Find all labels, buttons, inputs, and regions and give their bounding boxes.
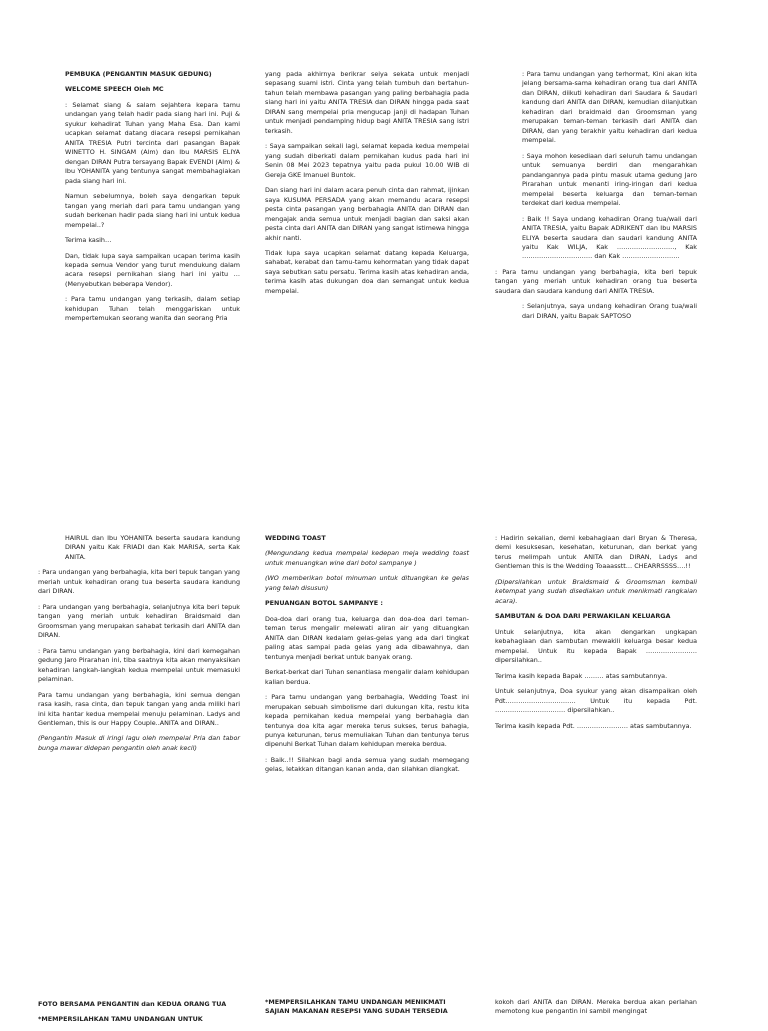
page2-col1	[38, 534, 240, 759]
paragraph: WEDDING TOAST	[265, 534, 326, 542]
page2-col2	[265, 534, 469, 781]
page2-col3	[495, 534, 697, 737]
paragraph: Berkat-berkat dari Tuhan senantiasa mengalir dalam kehidupan kalian berdua.	[265, 668, 469, 686]
paragraph: Terima kasih kepada Pdt. …………………… atas sambutannya.	[495, 721, 692, 730]
paragraph: Terima kasih kepada Bapak ……… atas sambutannya.	[495, 671, 668, 680]
paragraph: Terima kasih…	[65, 236, 112, 245]
page3-col2	[265, 998, 469, 1023]
paragraph: : Selamat siang & salam sejahtera kepara tamu undangan yang telah hadir pada siang hari ini. Puji & syukur kehadirat Tuhan yang Maha Esa. Dan kami ucapkan selamat datang diacara resepsi pernikahan ANITA TRESIA Putri tercinta dari pasangan Bapak WINETTO H. SINGAM (Alm) dan Ibu MARSIS ELIYA dengan DIRAN Putra tersayang Bapak EVENDI (Alm) & Ibu YOHANITA yang tentunya sangat membahagiakan pada siang hari ini.	[65, 100, 240, 185]
paragraph: kokoh dari ANITA dan DIRAN. Mereka berdua akan perlahan memotong kue pengantin ini sambil mengingat	[495, 998, 697, 1016]
paragraph: : Para undangan yang berbahagia, kita beri tepuk tangan yang meriah untuk kehadiran orang tua beserta saudara kandung dari DIRAN.	[38, 568, 240, 596]
paragraph: : Selanjutnya, saya undang kehadiran Orang tua/wali dari DIRAN, yaitu Bapak SAPTOSO	[522, 302, 697, 320]
page3-col1	[38, 1000, 240, 1031]
paragraph: *MEMPERSILAHKAN TAMU UNDANGAN UNTUK	[38, 1015, 203, 1024]
paragraph: Untuk selanjutnya, kita akan dengarkan ungkapan kebahagiaan dan sambutan mewakili keluarga besar kedua mempelai. Untuk itu kepada Bapak …………………… dipersilahkan..	[495, 627, 697, 665]
paragraph: : Para tamu undangan yang terhormat, Kini akan kita jelang bersama-sama kehadiran orang tua dari ANITA dan DIRAN, diikuti kehadiran dari Saudara & Saudari kandung dari ANITA dan DIRAN, kemudian dilanjutkan kehadiran dari braidmaid dan Groomsman yang merupakan teman-teman terkasih dari ANITA dan DIRAN, dan yang terakhir yaitu kehadiran dari kedua mempelai.	[522, 70, 697, 145]
paragraph: : Para undangan yang berbahagia, selanjutnya kita beri tepuk tangan yang meriah untuk kehadiran Braidsmaid dan Groomsman yang merupakan sahabat terkasih dari ANITA dan DIRAN.	[38, 602, 240, 640]
paragraph: : Hadirin sekalian, demi kebahagiaan dari Bryan & Theresa, demi kesuksesan, kesehatan, keturunan, dan berkat yang terus melimpah untuk ANITA dan DIRAN, Ladys and Gentleman this is the Wedding Toaaasstt… CHEARRSSSS….!!	[495, 534, 697, 571]
paragraph: : Saya mohon kesediaan dari seluruh tamu undangan untuk semuanya berdiri dan mengarahkan pandangannya pada pintu masuk utama gedung Jaro Pirarahan untuk menanti iring-iringan dari kedua mempelai beserta keluarga dan teman-teman terdekat dari kedua mempelai.	[522, 151, 697, 208]
page3-col3	[495, 998, 697, 1023]
paragraph: (Dipersilahkan untuk Braidsmaid & Groomsman kembali ketempat yang sudah disediakan untuk menikmati rangkaian acara).	[495, 577, 697, 605]
page1-col3	[495, 70, 697, 327]
paragraph: Dan siang hari ini dalam acara penuh cinta dan rahmat, ijinkan saya KUSUMA PERSADA yang akan memandu acara resepsi pesta cinta pasangan yang berbahagia ANITA dan DIRAN dan mengajak anda semua untuk menjadi bagian dan saksi akan pesta cinta dari ANITA dan DIRAN yang sangat istimewa hingga akhir nanti.	[265, 186, 469, 242]
paragraph: : Para tamu undangan yang terkasih, dalam setiap kehidupan Tuhan telah menggariskan untuk mempertemukan seorang wanita dan seorang Pria	[65, 295, 240, 323]
paragraph: Dan, tidak lupa saya sampaikan ucapan terima kasih kepada semua Vendor yang turut mendukung dalam acara resepsi pernikahan siang hari ini yaitu … (Menyebutkan beberapa Vendor).	[65, 251, 240, 288]
paragraph: : Para tamu undangan yang berbahagia, Wedding Toast ini merupakan sebuah simbolisme dari dukungan kita, restu kita kepada pernikahan kedua mempelai yang berbahagia dan tentunya doa kita agar mereka terus sukses, terus bahagia, punya keturunan, terus memuliakan Tuhan dan tentunya terus dipenuhi Berkat Tuhan dalam kehidupan mereka berdua.	[265, 693, 469, 749]
paragraph: Namun sebelumnya, boleh saya dengarkan tepuk tangan yang meriah dari para tamu undangan yang sudah berkenan hadir pada siang hari ini untuk kedua mempelai..?	[65, 192, 240, 229]
paragraph: : Baik..!! Silahkan bagi anda semua yang sudah memegang gelas, letakkan ditangan kanan anda, dan silahkan diangkat.	[265, 755, 469, 774]
paragraph: : Saya sampaikan sekali lagi, selamat kepada kedua mempelai yang sudah diberkati dalam pernikahan kudus pada hari ini Senin 08 Mei 2023 tepatnya yaitu pada pukul 10.00 WIB di Gereja GKE Imanuel Buntok.	[265, 142, 469, 179]
paragraph: (Pengantin Masuk di iringi lagu oleh mempelai Pria dan tabor bunga mawar didepan pengantin oleh anak kecil)	[38, 734, 240, 752]
paragraph: : Para tamu undangan yang berbahagia, kini dari kemegahan gedung Jaro Pirarahan ini, tiba saatnya kita akan menyaksikan kehadiran langkah-langkah kedua mempelai untuk memasuki pelaminan.	[38, 646, 240, 684]
page1-col1	[38, 70, 240, 330]
paragraph: (Mengundang kedua mempelai kedepan meja wedding toast untuk menuangkan wine dari botol sampanye )	[265, 549, 469, 567]
paragraph: yang pada akhirnya berikrar seiya sekata untuk menjadi sepasang suami istri. Cinta yang telah tumbuh dan bertahun-tahun telah membawa pasangan yang paling berbahagia pada siang hari ini yaitu ANITA TRESIA dan DIRAN hingga pada saat DIRAN sang mempelai pria mengucap janji di hadapan Tuhan untuk menjadi pendamping hidup bagi ANITA TRESIA sang istri terkasih.	[265, 70, 469, 135]
paragraph: FOTO BERSAMA PENGANTIN dan KEDUA ORANG TUA	[38, 1000, 227, 1008]
paragraph: : Baik !! Saya undang kehadiran Orang tua/wali dari ANITA TRESIA, yaitu Bapak ADRIKENT dan Ibu MARSIS ELIYA beserta saudara dan saudari kandung ANITA yaitu Kak WILJA, Kak ………………………, Kak …………………………… dan Kak ………………………	[522, 214, 697, 261]
paragraph: SAMBUTAN & DOA DARI PERWAKILAN KELUARGA	[495, 612, 671, 621]
paragraph: (WO memberikan botol minuman untuk dituangkan ke gelas yang telah disusun)	[265, 574, 469, 592]
paragraph: PEMBUKA (PENGANTIN MASUK GEDUNG)	[65, 70, 212, 78]
paragraph: : Para tamu undangan yang berbahagia, kita beri tepuk tangan yang meriah untuk kehadiran orang tua beserta saudara dan saudara kandung dari ANITA TRESIA.	[495, 267, 697, 295]
paragraph: PENUANGAN BOTOL SAMPANYE :	[265, 599, 383, 608]
paragraph: Tidak lupa saya ucapkan selamat datang kepada Keluarga, sahabat, kerabat dan tamu-tamu kehormatan yang tidak dapat saya sebutkan satu persatu. Terima kasih atas kehadiran anda, terima kasih atas dukungan doa dan semangat untuk kedua mempelai.	[265, 248, 469, 295]
paragraph: Para tamu undangan yang berbahagia, kini semua dengan rasa kasih, rasa cinta, dan tepuk tangan yang anda miliki hari ini kita hantar kedua mempelai menuju pelaminan. Ladys and Gentleman, this is our Happy Couple..ANITA and DIRAN..	[38, 690, 240, 727]
page1-col2	[265, 70, 469, 302]
paragraph: Untuk selanjutnya, Doa syukur yang akan disampaikan oleh Pdt…………………………… Untuk itu kepada Pdt. …………………………… dipersilahkan..	[495, 687, 697, 715]
paragraph: WELCOME SPEECH Oleh MC	[65, 85, 164, 94]
paragraph: Doa-doa dari orang tua, keluarga dan doa-doa dari teman-teman terus mengalir melewati aliran air yang dituangkan ANITA dan DIRAN kedalam gelas-gelas yang ada dari tingkat paling atas sampai pada gelas yang ada dibawahnya, dan tentunya menjadi berkat untuk banyak orang.	[265, 614, 469, 661]
paragraph: *MEMPERSILAHKAN TAMU UNDANGAN MENIKMATI SAJIAN MAKANAN RESEPSI YANG SUDAH TERSEDIA	[265, 998, 448, 1016]
paragraph: HAIRUL dan Ibu YOHANITA beserta saudara kandung DIRAN yaitu Kak FRIADI dan Kak MARISA, serta Kak ANITA.	[65, 534, 240, 561]
